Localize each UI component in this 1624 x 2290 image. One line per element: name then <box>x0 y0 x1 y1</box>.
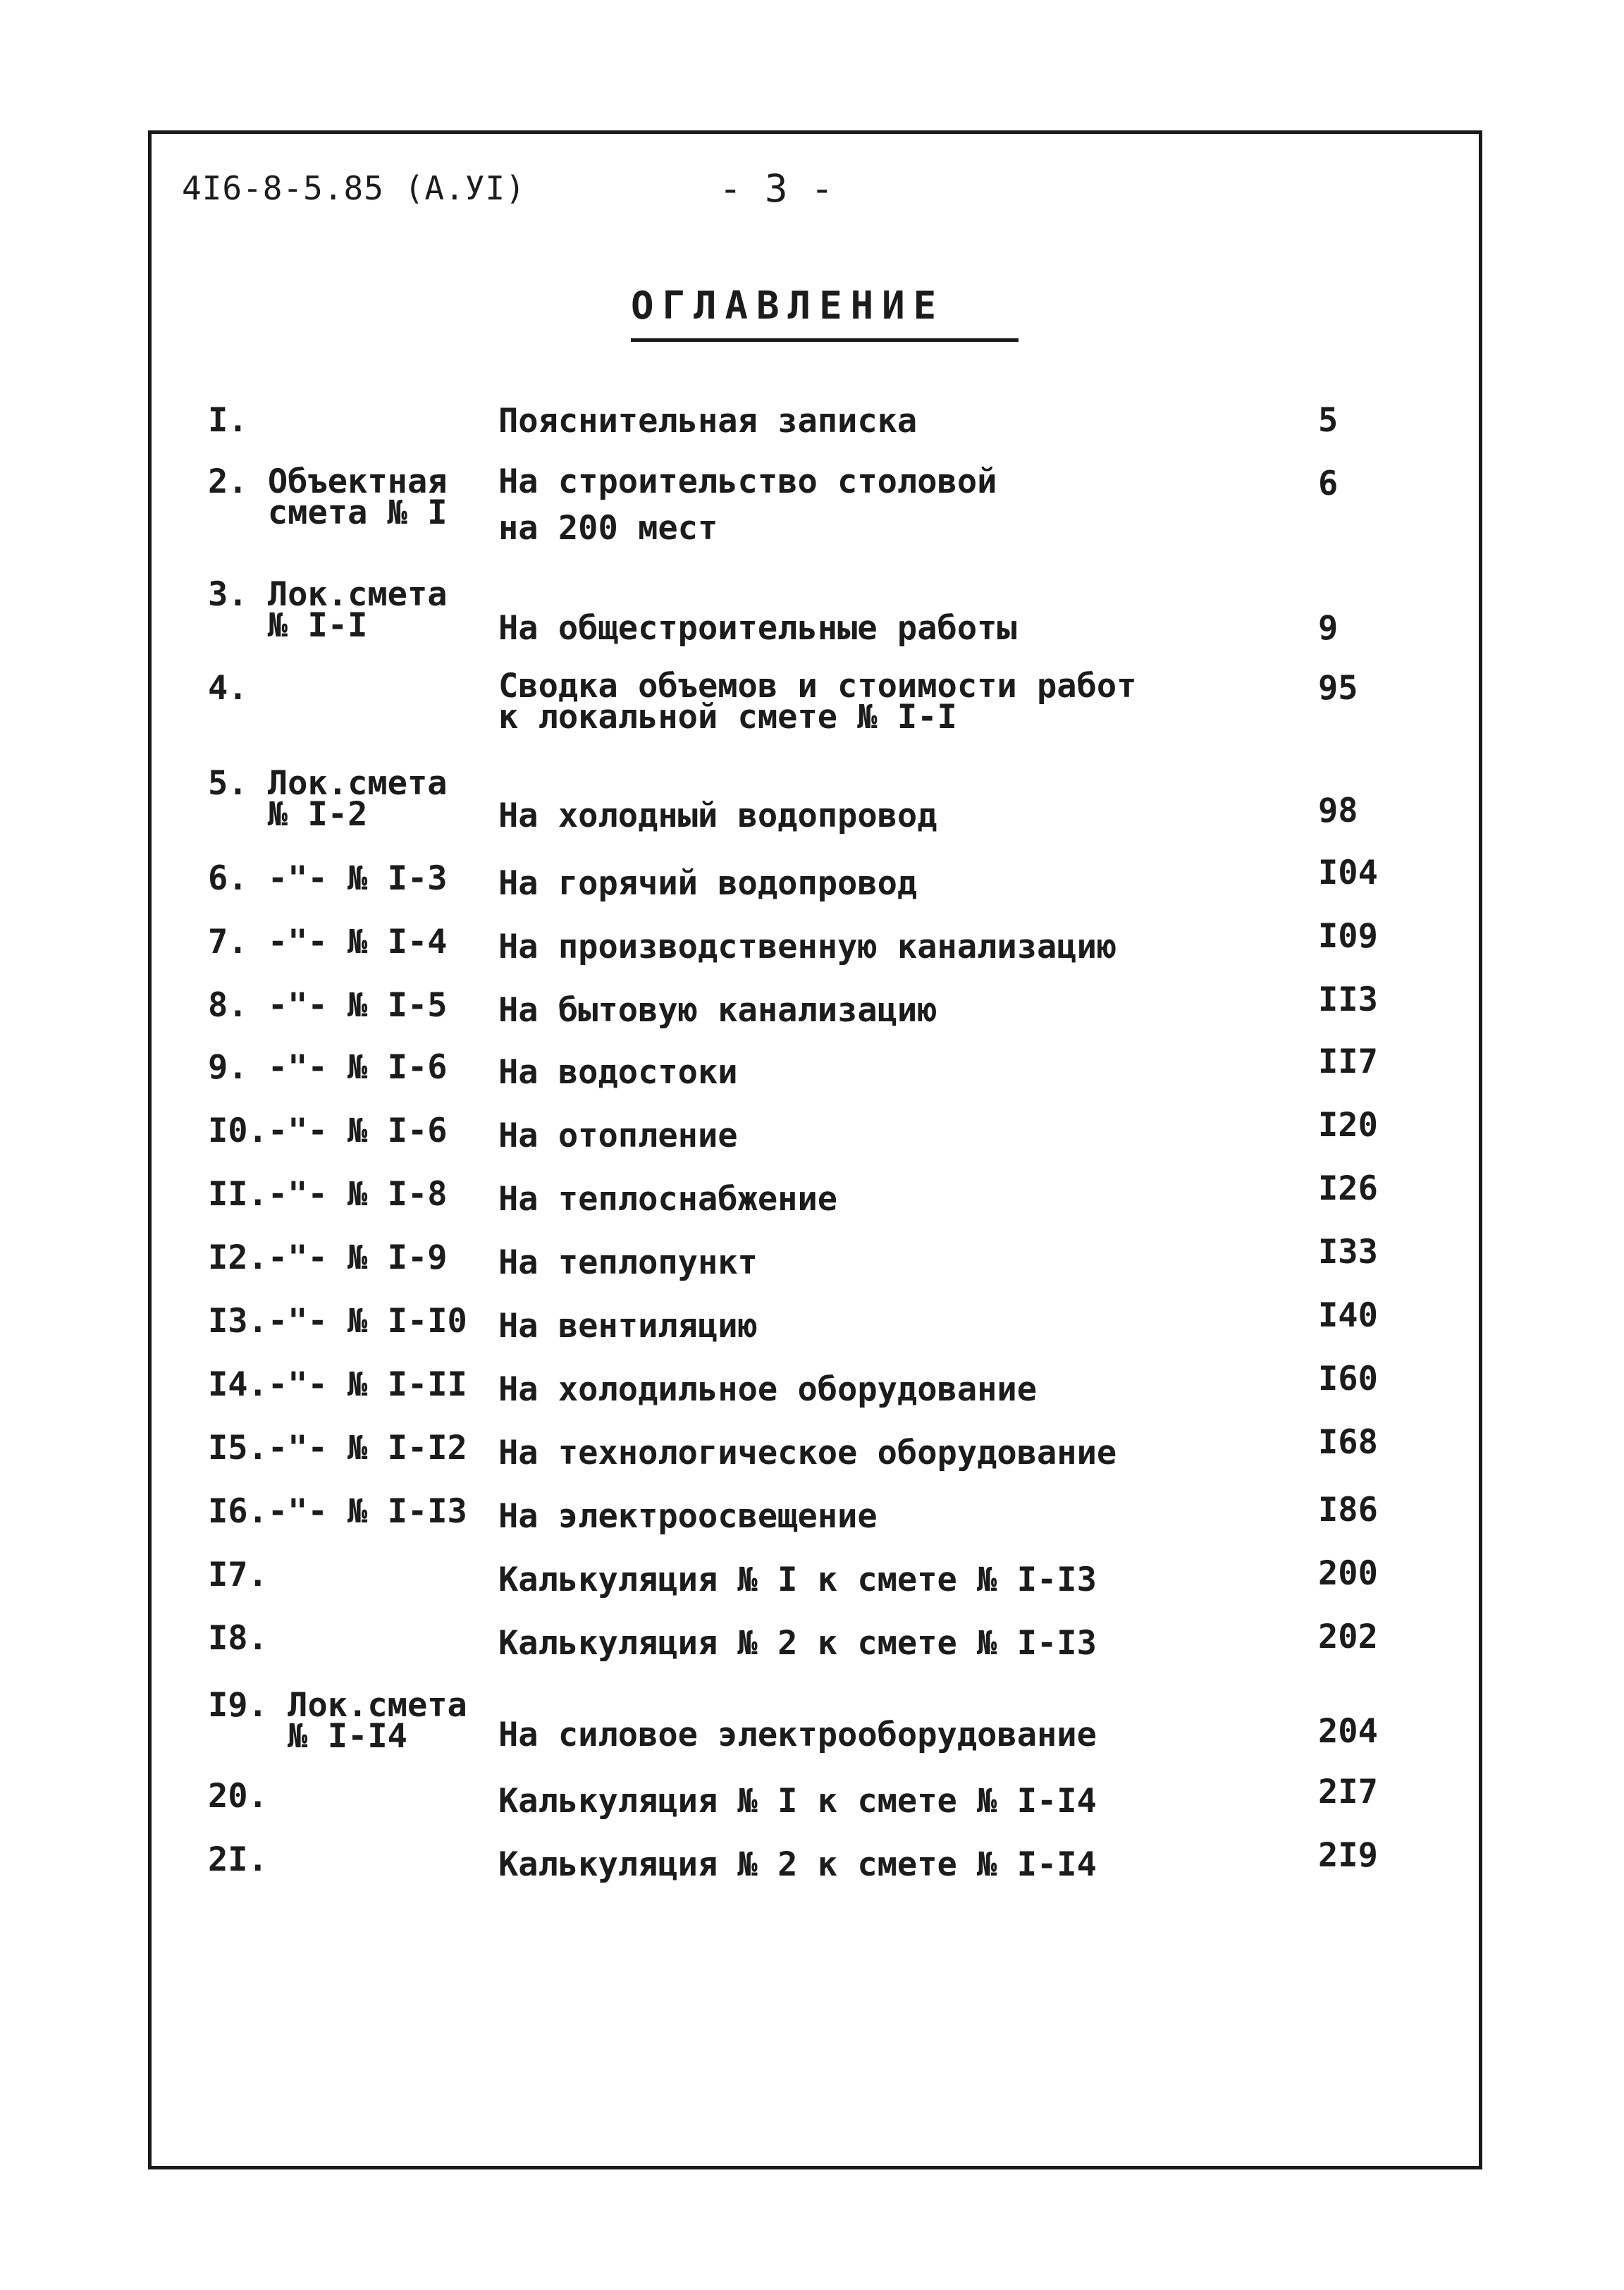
toc-entry-number-cont: № I-I <box>208 606 368 645</box>
toc-entry-page: I33 <box>1318 1233 1378 1272</box>
toc-entry-title: На холодильное оборудование <box>498 1370 1038 1409</box>
toc-entry-page: 6 <box>1318 464 1339 503</box>
toc-entry-page: I09 <box>1318 917 1378 956</box>
toc-entry-page: 2I9 <box>1318 1836 1378 1875</box>
toc-entry-number: 2. Объектная <box>208 462 448 501</box>
toc-entry-title: Калькуляция № I к смете № I-I3 <box>498 1560 1097 1599</box>
toc-entry-title: Калькуляция № 2 к смете № I-I4 <box>498 1845 1097 1884</box>
toc-entry-number: 6. -"- № I-3 <box>208 859 448 898</box>
toc-entry-title: На холодный водопровод <box>498 796 937 835</box>
toc-entry-number: 2I. <box>208 1840 268 1879</box>
toc-entry-title: На водостоки <box>498 1053 738 1092</box>
toc-entry-title: На теплопункт <box>498 1243 758 1282</box>
toc-entry-number: I4.-"- № I-II <box>208 1365 467 1404</box>
toc-entry-title-cont: к локальной смете № I-I <box>498 698 957 737</box>
toc-entry-page: I40 <box>1318 1296 1378 1335</box>
toc-entry-title: На общестроительные работы <box>498 609 1017 648</box>
toc-entry-page: II7 <box>1318 1042 1378 1081</box>
toc-entry-number: I8. <box>208 1619 268 1658</box>
toc-entry-title: Пояснительная записка <box>498 402 918 441</box>
toc-entry-number-cont: смета № I <box>208 493 448 532</box>
toc-entry-number: 20. <box>208 1777 268 1816</box>
toc-entry-number: I2.-"- № I-9 <box>208 1238 448 1277</box>
toc-entry-number: 4. <box>208 669 248 708</box>
toc-entry-page: I86 <box>1318 1491 1378 1529</box>
toc-entry-number: I6.-"- № I-I3 <box>208 1492 467 1531</box>
toc-entry-number-cont: № I-2 <box>208 795 368 834</box>
toc-entry-page: II3 <box>1318 980 1378 1019</box>
toc-entry-page: I68 <box>1318 1423 1378 1462</box>
toc-entry-page: 5 <box>1318 401 1339 440</box>
toc-entry-title: На горячий водопровод <box>498 864 918 903</box>
toc-entry-title: На производственную канализацию <box>498 928 1117 966</box>
toc-entry-number: I5.-"- № I-I2 <box>208 1429 467 1467</box>
toc-entry-number: I7. <box>208 1556 268 1594</box>
document-code: 4I6-8-5.85 (А.УI) <box>182 169 526 207</box>
toc-entry-title: Калькуляция № 2 к смете № I-I3 <box>498 1624 1097 1663</box>
toc-entry-number-cont: № I-I4 <box>208 1717 407 1756</box>
toc-entry-number: 3. Лок.смета <box>208 575 448 614</box>
toc-entry-title: Калькуляция № I к смете № I-I4 <box>498 1782 1097 1821</box>
toc-entry-title: На электроосвещение <box>498 1497 878 1536</box>
toc-entry-number: I9. Лок.смета <box>208 1686 467 1725</box>
toc-entry-number: I3.-"- № I-I0 <box>208 1302 467 1341</box>
toc-entry-number: II.-"- № I-8 <box>208 1175 448 1214</box>
toc-entry-number: I0.-"- № I-6 <box>208 1112 448 1150</box>
toc-entry-title: На вентиляцию <box>498 1307 758 1346</box>
toc-entry-page: 9 <box>1318 609 1339 648</box>
title-underline <box>631 338 1019 342</box>
toc-title: ОГЛАВЛЕНИЕ <box>631 283 945 328</box>
toc-entry-number: 9. -"- № I-6 <box>208 1048 448 1087</box>
toc-entry-title: Сводка объемов и стоимости работ <box>498 667 1137 706</box>
toc-entry-number: 8. -"- № I-5 <box>208 986 448 1025</box>
toc-entry-title-cont: на 200 мест <box>498 509 718 548</box>
toc-entry-page: I04 <box>1318 854 1378 892</box>
page-number: - 3 - <box>719 166 834 211</box>
toc-entry-title: На силовое электрооборудование <box>498 1716 1097 1754</box>
toc-entry-page: 202 <box>1318 1618 1378 1656</box>
toc-entry-page: 98 <box>1318 792 1358 830</box>
toc-entry-title: На отопление <box>498 1116 738 1155</box>
toc-entry-title: На бытовую канализацию <box>498 991 937 1030</box>
toc-entry-number: 7. -"- № I-4 <box>208 923 448 961</box>
toc-entry-page: 200 <box>1318 1554 1378 1593</box>
toc-entry-number: I. <box>208 401 248 440</box>
toc-entry-title: На технологическое оборудование <box>498 1434 1117 1472</box>
toc-entry-title: На строительство столовой <box>498 462 997 501</box>
toc-entry-page: 2I7 <box>1318 1773 1378 1811</box>
toc-entry-page: I20 <box>1318 1106 1378 1145</box>
toc-entry-title: На теплоснабжение <box>498 1180 838 1219</box>
toc-entry-page: I26 <box>1318 1169 1378 1208</box>
toc-entry-page: I60 <box>1318 1360 1378 1398</box>
toc-entry-page: 95 <box>1318 669 1358 708</box>
toc-entry-number: 5. Лок.смета <box>208 764 448 803</box>
toc-entry-page: 204 <box>1318 1712 1378 1751</box>
